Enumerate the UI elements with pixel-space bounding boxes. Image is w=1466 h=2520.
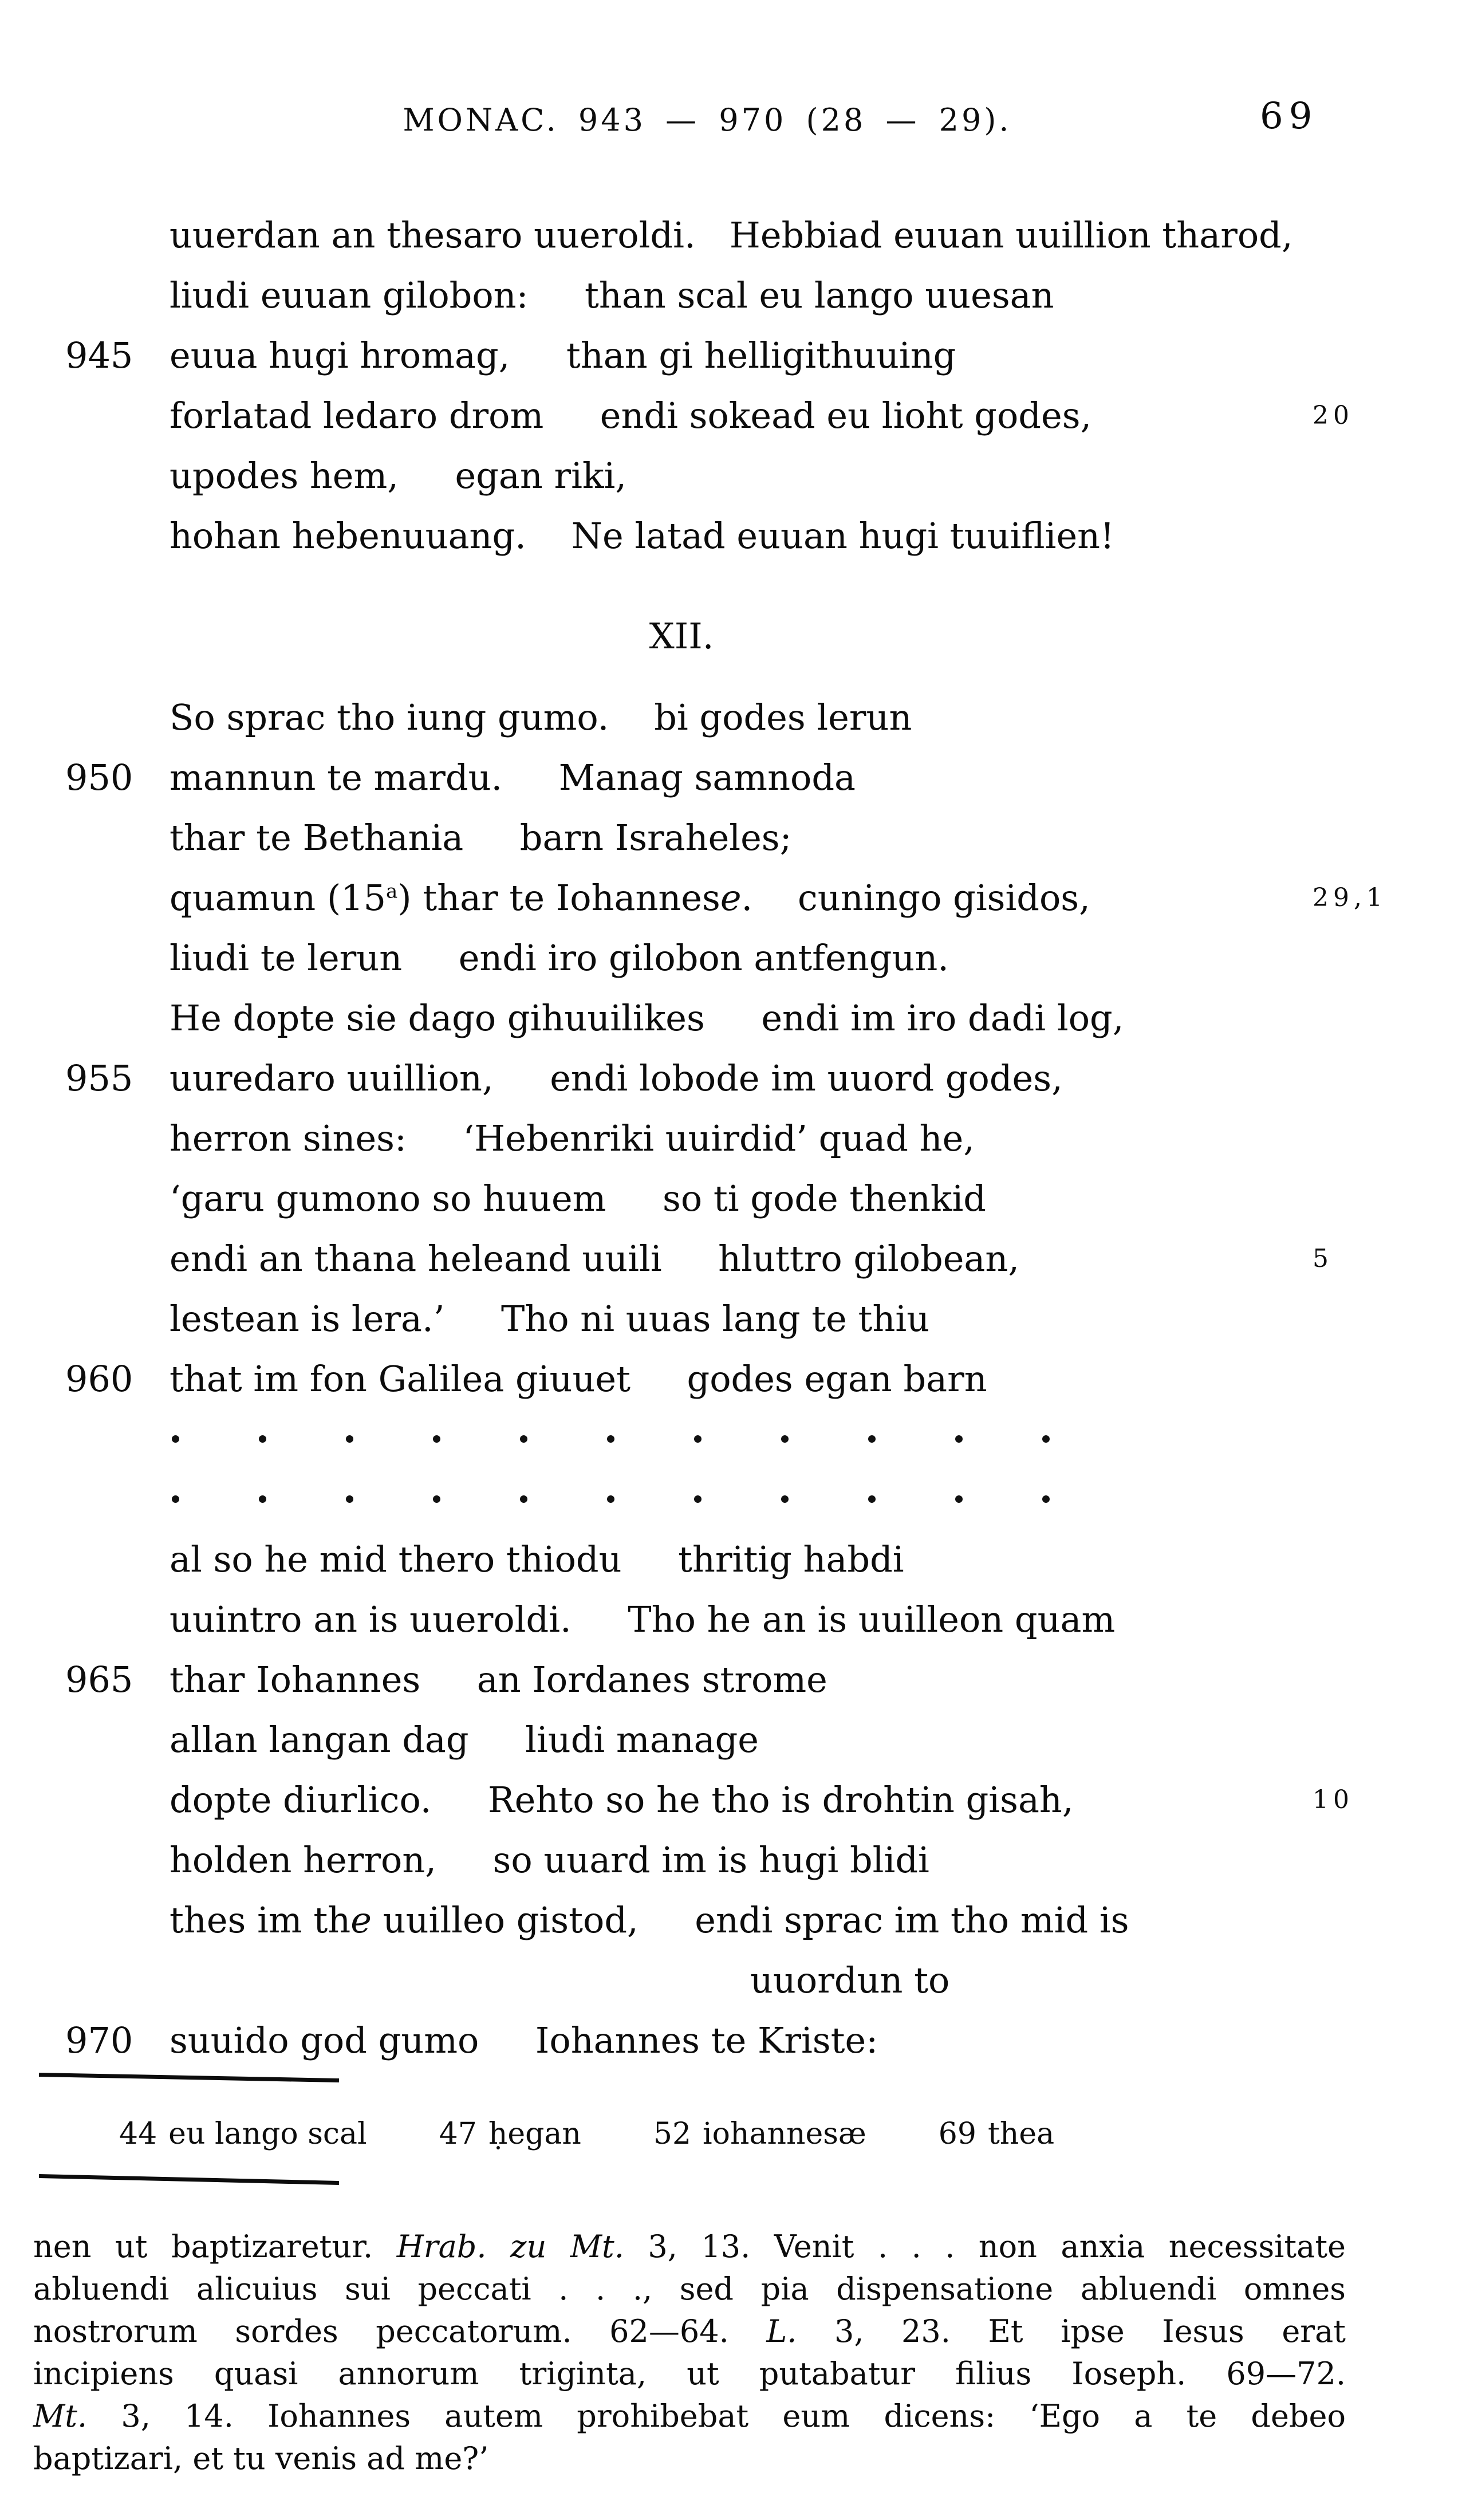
- text-segment: forlatad ledaro drom endi sokead eu lioht godes,: [170, 395, 1092, 436]
- text-segment: baptizari, et tu venis ad me?’: [33, 2440, 489, 2476]
- verse-block: [0, 205, 1466, 2070]
- verse-line: [0, 506, 1466, 566]
- text-segment: thar Iohannes an Iordanes strome: [170, 1659, 827, 1700]
- apparatus-reading: eu lango scal: [168, 2117, 367, 2151]
- text-segment: uuredaro uuillion, endi lobode im uuord godes,: [170, 1057, 1063, 1099]
- verse-text: [170, 1349, 987, 1409]
- text-segment: a: [386, 880, 398, 903]
- verse-text: [170, 1710, 759, 1770]
- text-segment: 3, 13. Venit . . . non anxia necessitate: [624, 2228, 1346, 2265]
- verse-line: [0, 205, 1466, 265]
- omission-dot: [520, 1495, 527, 1503]
- critical-apparatus: [119, 2117, 1054, 2151]
- footnote-separator: [39, 2174, 339, 2185]
- verse-line: [0, 265, 1466, 325]
- section-heading: XII.: [649, 615, 714, 657]
- verse-line: [0, 1048, 1466, 1108]
- text-segment: endi an thana heleand uuili hluttro gilobean,: [170, 1238, 1020, 1279]
- omission-dot: [433, 1495, 440, 1503]
- text-segment: ) thar te Iohannes: [397, 877, 720, 919]
- verse-line: [0, 1529, 1466, 1589]
- omission-dot: [520, 1435, 527, 1443]
- verse-text: [170, 1228, 1019, 1289]
- verse-line: [0, 1349, 1466, 1409]
- text-segment: incipiens quasi annorum triginta, ut putabatur filius Ioseph. 69—72.: [33, 2356, 1346, 2392]
- verse-line: [0, 1228, 1466, 1289]
- text-segment: uuordun to: [750, 1959, 950, 2001]
- omission-line: [0, 1409, 1466, 1469]
- text-segment: L.: [766, 2313, 797, 2349]
- text-segment: . cuningo gisidos,: [741, 877, 1090, 919]
- verse-line: [0, 1649, 1466, 1710]
- verse-line: [0, 1168, 1466, 1228]
- text-segment: liudi euuan gilobon: than scal eu lango uuesan: [170, 274, 1054, 316]
- text-segment: upodes hem, egan riki,: [170, 455, 627, 497]
- omission-dots-row: [172, 1409, 1129, 1469]
- text-segment: uuintro an is uueroldi. Tho he an is uuilleon quam: [170, 1598, 1116, 1640]
- verse-line: [0, 1710, 1466, 1770]
- verse-text: [170, 205, 1293, 265]
- text-segment: liudi te lerun endi iro gilobon antfengun.: [170, 937, 949, 979]
- verse-text: [170, 1830, 929, 1890]
- text-segment: abluendi alicuius sui peccati . . ., sed pia dispensatione abluendi omnes: [33, 2271, 1346, 2307]
- omission-dot: [346, 1495, 353, 1503]
- omission-dot: [868, 1435, 876, 1443]
- verse-text: [750, 1950, 949, 2010]
- text-segment: hohan hebenuuang. Ne latad euuan hugi tuuiflien!: [170, 515, 1114, 557]
- omission-dot: [172, 1495, 179, 1503]
- apparatus-line-ref: 69: [938, 2117, 976, 2151]
- footnote-line: [33, 2395, 1346, 2438]
- omission-dot: [955, 1435, 963, 1443]
- apparatus-entry: [939, 2117, 1054, 2151]
- page-number: 69: [1260, 95, 1318, 137]
- verse-text: [170, 1048, 1063, 1108]
- text-segment: euua hugi hromag, than gi helligithuuing: [170, 334, 956, 376]
- omission-dot: [694, 1495, 702, 1503]
- verse-line-number: 955: [65, 1057, 133, 1099]
- omission-dot: [694, 1435, 702, 1443]
- apparatus-reading: thea: [987, 2117, 1055, 2151]
- omission-dot: [259, 1495, 266, 1503]
- text-segment: e: [720, 877, 742, 919]
- text-segment: nostrorum sordes peccatorum. 62—64.: [33, 2313, 767, 2349]
- apparatus-separator-top: [39, 2073, 339, 2082]
- verse-line: [0, 1950, 1466, 2010]
- omission-dot: [868, 1495, 876, 1503]
- verse-line-number: 945: [65, 334, 133, 376]
- verse-line: [0, 1589, 1466, 1649]
- verse-text: [170, 747, 856, 808]
- apparatus-reading: iohannesæ: [703, 2117, 866, 2151]
- omission-dot: [172, 1435, 179, 1443]
- omission-dots-row: [172, 1469, 1129, 1529]
- omission-dot: [955, 1495, 963, 1503]
- verse-text: [170, 868, 1090, 928]
- verse-text: [170, 385, 1091, 446]
- footnote-line: [33, 2268, 1346, 2310]
- text-segment: So sprac tho iung gumo. bi godes lerun: [170, 696, 912, 738]
- text-segment: holden herron, so uuard im is hugi blidi: [170, 1839, 929, 1881]
- omission-dot: [433, 1435, 440, 1443]
- verse-text: [170, 928, 949, 988]
- verse-text: [170, 506, 1114, 566]
- verse-text: [170, 1890, 1129, 1950]
- verse-text: [170, 687, 912, 747]
- text-segment: mannun te mardu. Manag samnoda: [170, 757, 856, 798]
- text-segment: that im fon Galilea giuuet godes egan barn: [170, 1358, 987, 1400]
- omission-dot: [781, 1495, 789, 1503]
- verse-line: [0, 808, 1466, 868]
- verse-line: [0, 868, 1466, 928]
- omission-dot: [259, 1435, 266, 1443]
- text-segment: uuilleo gistod, endi sprac im tho mid is: [371, 1899, 1129, 1941]
- verse-line: [0, 446, 1466, 506]
- verse-text: [170, 1770, 1074, 1830]
- footnote-line: [33, 2310, 1346, 2353]
- footnote-line: [33, 2226, 1346, 2268]
- running-header: MONAC. 943 — 970 (28 — 29).: [403, 102, 1012, 138]
- apparatus-entry: [119, 2117, 367, 2151]
- omission-dot: [781, 1435, 789, 1443]
- text-segment: suuido god gumo Iohannes te Kriste:: [170, 2019, 878, 2061]
- text-segment: uuerdan an thesaro uueroldi. Hebbiad euuan uuillion tharod,: [170, 214, 1293, 256]
- verse-line: [0, 747, 1466, 808]
- apparatus-line-ref: 52: [653, 2117, 692, 2151]
- omission-dot: [346, 1435, 353, 1443]
- verse-line: [0, 988, 1466, 1048]
- omission-dot: [607, 1435, 614, 1443]
- verse-text: [170, 1168, 986, 1228]
- verse-text: [170, 1589, 1115, 1649]
- text-segment: e: [350, 1899, 372, 1941]
- text-segment: He dopte sie dago gihuuilikes endi im iro dadi log,: [170, 997, 1124, 1039]
- omission-dot: [607, 1495, 614, 1503]
- verse-text: [170, 325, 956, 385]
- apparatus-entry: [653, 2117, 866, 2151]
- verse-text: [170, 1108, 975, 1168]
- verse-text: [170, 808, 791, 868]
- text-segment: herron sines: ‘Hebenriki uuirdid’ quad he,: [170, 1117, 975, 1159]
- omission-dot: [1042, 1435, 1050, 1443]
- verse-text: [170, 1529, 904, 1589]
- apparatus-line-ref: 44: [119, 2117, 157, 2151]
- verse-line-number: 970: [65, 2019, 133, 2061]
- footnote-line: [33, 2353, 1346, 2395]
- text-segment: nen ut baptizaretur.: [33, 2228, 397, 2265]
- margin-reference: 5: [1313, 1244, 1333, 1273]
- text-segment: Mt.: [33, 2398, 88, 2434]
- verse-line: [0, 1890, 1466, 1950]
- margin-reference: 20: [1313, 401, 1354, 430]
- text-segment: al so he mid thero thiodu thritig habdi: [170, 1538, 904, 1580]
- verse-line: [0, 687, 1466, 747]
- text-segment: dopte diurlico. Rehto so he tho is drohtin gisah,: [170, 1779, 1074, 1821]
- verse-line: [0, 1108, 1466, 1168]
- apparatus-entry: [439, 2117, 581, 2151]
- verse-line: [0, 928, 1466, 988]
- text-segment: 3, 23. Et ipse Iesus erat: [797, 2313, 1346, 2349]
- verse-text: [170, 2010, 878, 2070]
- verse-text: [170, 265, 1054, 325]
- verse-line-number: 960: [65, 1358, 133, 1400]
- verse-line: [0, 1830, 1466, 1890]
- margin-reference: 29,1: [1313, 883, 1387, 912]
- text-segment: thes im th: [170, 1899, 351, 1941]
- omission-line: [0, 1469, 1466, 1529]
- apparatus-line-ref: 47: [439, 2117, 477, 2151]
- verse-line: [0, 2010, 1466, 2070]
- verse-line: [0, 385, 1466, 446]
- verse-text: [170, 1289, 929, 1349]
- verse-text: [170, 446, 626, 506]
- omission-dot: [1042, 1495, 1050, 1503]
- margin-reference: 10: [1313, 1785, 1354, 1814]
- verse-text: [170, 988, 1124, 1048]
- verse-line: [0, 325, 1466, 385]
- verse-text: [170, 1649, 827, 1710]
- text-segment: thar te Bethania barn Israheles;: [170, 817, 792, 859]
- verse-line: [0, 1289, 1466, 1349]
- text-segment: quamun (15: [170, 877, 387, 919]
- text-segment: 3, 14. Iohannes autem prohibebat eum dicens: ‘Ego a te debeo: [87, 2398, 1346, 2434]
- verse-line-number: 965: [65, 1659, 133, 1700]
- text-segment: Hrab. zu Mt.: [396, 2228, 624, 2265]
- verse-line-number: 950: [65, 757, 133, 798]
- footnotes-block: [33, 2226, 1346, 2480]
- verse-line: [0, 1770, 1466, 1830]
- apparatus-reading: ḥegan: [488, 2117, 581, 2151]
- text-segment: lestean is lera.’ Tho ni uuas lang te thiu: [170, 1298, 930, 1340]
- text-segment: allan langan dag liudi manage: [170, 1719, 759, 1761]
- footnote-line: [33, 2438, 1346, 2480]
- text-segment: ‘garu gumono so huuem so ti gode thenkid: [170, 1178, 986, 1219]
